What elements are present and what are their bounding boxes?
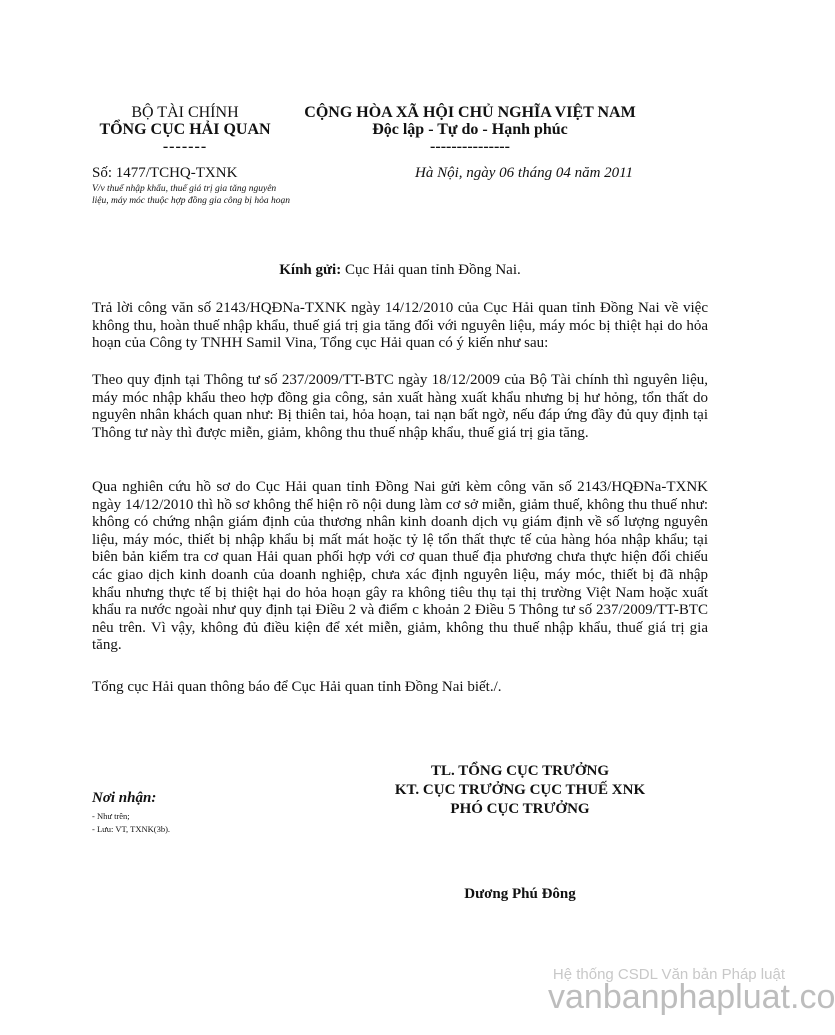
body-paragraph-1: Trả lời công văn số 2143/HQĐNa-TXNK ngày 14/12/2010 của Cục Hải quan tỉnh Đồng Nai về việc không thu, hoàn thuế nhập khẩu, thuế giá trị gia tăng đối với nguyên liệu, máy móc bị thiệt hại do hỏa hoạn của Công ty TNHH Samil Vina, Tổng cục Hải quan có ý kiến như sau: (92, 300, 708, 352)
watermark-site: vanbanphapluat.co (548, 978, 835, 1016)
agency-name: TỔNG CỤC HẢI QUAN (99, 121, 271, 138)
addressee-label: Kính gửi: (279, 262, 342, 278)
motto-divider: --------------- (430, 138, 510, 155)
document-date: Hà Nội, ngày 06 tháng 04 năm 2011 (415, 165, 634, 181)
watermark-caption: Hệ thống CSDL Văn bản Pháp luật (552, 966, 785, 983)
issuer-block (80, 104, 290, 155)
country-name: CỘNG HÒA XÃ HỘI CHỦ NGHĨA VIỆT NAM (304, 104, 636, 121)
issuer-divider: ------- (162, 138, 208, 155)
body-paragraph-4: Tổng cục Hải quan thông báo để Cục Hải quan tỉnh Đồng Nai biết./. (92, 679, 502, 695)
recipients-list (92, 810, 170, 836)
signer-name: Dương Phú Đông (464, 886, 576, 902)
addressee-line (92, 262, 708, 279)
ministry-name: BỘ TÀI CHÍNH (131, 104, 239, 121)
signature-title-3: PHÓ CỤC TRƯỞNG (450, 801, 590, 817)
signature-title-2: KT. CỤC TRƯỞNG CỤC THUẾ XNK (394, 782, 646, 798)
recipient-item: - Lưu: VT, TXNK(3b). (92, 824, 171, 834)
national-header (290, 104, 650, 155)
body-paragraph-2: Theo quy định tại Thông tư số 237/2009/TT-BTC ngày 18/12/2009 của Bộ Tài chính thì nguyên liệu, máy móc nhập khẩu theo hợp đồng gia công, sản xuất hàng xuất khẩu nhưng bị hư hỏng, tổn thất do nguyên nhân khách quan như: Bị thiên tai, hỏa hoạn, tai nạn bất ngờ, nếu đáp ứng đầy đủ quy định tại Thông tư này thì được miễn, giảm, không thu thuế nhập khẩu, thuế giá trị gia tăng. (92, 372, 708, 441)
document-number: Số: 1477/TCHQ-TXNK (92, 165, 238, 181)
recipients-label: Nơi nhận: (92, 790, 157, 806)
national-motto: Độc lập - Tự do - Hạnh phúc (372, 121, 568, 138)
addressee-value: Cục Hải quan tỉnh Đồng Nai. (344, 262, 521, 278)
document-subject: V/v thuế nhập khẩu, thuế giá trị gia tăng nguyên liệu, máy móc thuộc hợp đồng gia công bị hỏa hoạn (92, 184, 290, 206)
recipient-item: - Như trên; (92, 811, 130, 821)
signature-block (345, 762, 695, 819)
body-paragraph-3: Qua nghiên cứu hồ sơ do Cục Hải quan tỉnh Đồng Nai gửi kèm công văn số 2143/HQĐNa-TXNK ngày 14/12/2010 thì hồ sơ không thể hiện rõ nội dung làm cơ sở miễn, giảm thuế, không thu thuế như: không có chứng nhận giám định của thương nhân kinh doanh dịch vụ giám định về số lượng nguyên liệu, máy móc, thiết bị nhập khẩu bị mất mát hoặc tỷ lệ tổn thất thực tế của hàng hóa nhập khẩu; tại biên bản kiểm tra cơ quan Hải quan phối hợp với cơ quan thuế địa phương chưa thực hiện đối chiếu các giao dịch kinh doanh của doanh nghiệp, chưa xác định nguyên liệu, máy móc, thiết bị đã nhập khẩu nhưng thực tế bị thiệt hại do hỏa hoạn gây ra không tiêu thụ tại thị trường Việt Nam hoặc xuất khẩu ra nước ngoài như quy định tại Điều 2 và điểm c khoản 2 Điều 5 Thông tư số 237/2009/TT-BTC nêu trên. Vì vậy, không đủ điều kiện để xét miễn, giảm, không thu thuế nhập khẩu, thuế giá trị gia tăng. (92, 479, 708, 654)
signature-title-1: TL. TỔNG CỤC TRƯỞNG (430, 763, 610, 779)
